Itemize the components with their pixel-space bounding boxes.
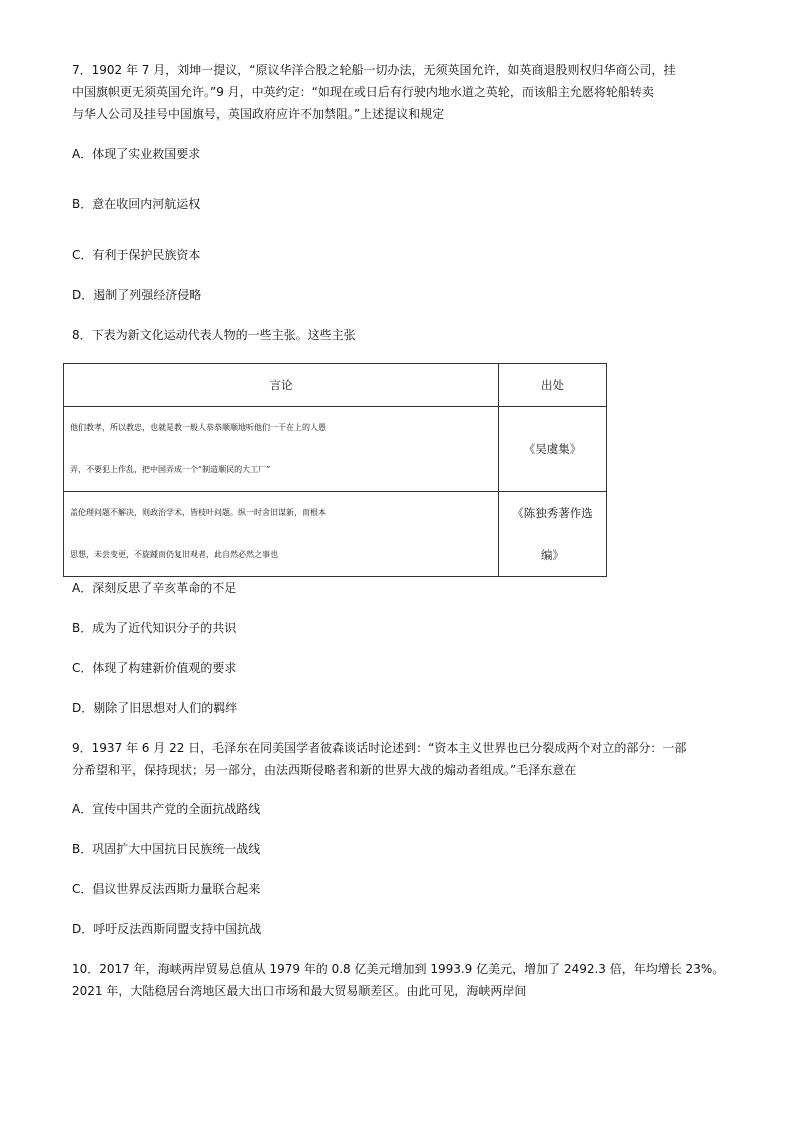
source-cell xyxy=(499,492,607,577)
source-line: 《吴虞集》 xyxy=(523,442,582,456)
q9-option-a: A．宣传中国共产党的全面抗战路线 xyxy=(72,802,261,816)
q7-option-c: C．有利于保护民族资本 xyxy=(72,248,201,262)
q9-option-d: D．呼吁反法西斯同盟支持中国抗战 xyxy=(72,922,262,936)
speech-line: 思想，未尝变更，不旋踵而仍复旧观者，此自然必然之事也 xyxy=(70,550,278,559)
q9-stem-line-1: 9．1937 年 6 月 22 日，毛泽东在同美国学者彼森谈话时论述到：“资本主义世界也已分裂成两个对立的部分：一部 xyxy=(72,741,687,755)
speech-line: 他们教孝，所以教忠，也就是教一般人恭恭顺顺地听他们一干在上的人愚 xyxy=(70,423,326,432)
q7-option-a: A．体现了实业救国要求 xyxy=(72,147,201,161)
q9-option-c: C．倡议世界反法西斯力量联合起来 xyxy=(72,882,261,896)
q9-stem-line-2: 分希望和平，保持现状；另一部分，由法西斯侵略者和新的世界大战的煽动者组成。”毛泽东意在 xyxy=(72,763,577,777)
q8-option-a: A．深刻反思了辛亥革命的不足 xyxy=(72,581,237,595)
speech-cell xyxy=(64,492,499,577)
q7-stem-line-3: 与华人公司及挂号中国旗号，英国政府应许不加禁阻。”上述提议和规定 xyxy=(72,107,445,121)
table-row xyxy=(64,492,607,577)
table-row xyxy=(64,407,607,492)
table-header-row xyxy=(64,364,607,407)
source-line: 《陈独秀著作选 xyxy=(512,506,593,520)
q8-option-d: D．剔除了旧思想对人们的羁绊 xyxy=(72,701,238,715)
speech-line: 弄，不要犯上作乱，把中国弄成一个“制造顺民的大工厂” xyxy=(70,465,271,474)
source-cell xyxy=(499,407,607,492)
header-speech: 言论 xyxy=(64,364,499,407)
q7-stem-line-2: 中国旗帜更无须英国允许。”9 月，中英约定：“如现在或日后有行驶内地水道之英轮，而该船主允愿将轮船转卖 xyxy=(72,85,654,99)
q9-option-b: B．巩固扩大中国抗日民族统一战线 xyxy=(72,842,261,856)
speech-line: 盖伦理问题不解决，则政治学术，皆枝叶问题。纵一时舍旧谋新，而根本 xyxy=(70,508,326,517)
header-source: 出处 xyxy=(499,364,607,407)
source-line: 编》 xyxy=(541,548,564,562)
q7-option-b: B．意在收回内河航运权 xyxy=(72,197,201,211)
q7-option-d: D．遏制了列强经济侵略 xyxy=(72,288,202,302)
q10-stem-line-2: 2021 年，大陆稳居台湾地区最大出口市场和最大贸易顺差区。由此可见，海峡两岸间 xyxy=(72,984,527,998)
q8-option-b: B．成为了近代知识分子的共识 xyxy=(72,621,237,635)
q8-stem: 8．下表为新文化运动代表人物的一些主张。这些主张 xyxy=(72,328,356,342)
q8-option-c: C．体现了构建新价值观的要求 xyxy=(72,661,237,675)
speech-cell xyxy=(64,407,499,492)
q7-stem-line-1: 7．1902 年 7 月，刘坤一提议，“原议华洋合股之轮船一切办法，无须英国允许，如英商退股则权归华商公司，挂 xyxy=(72,63,676,77)
quotes-table xyxy=(63,363,607,577)
q10-stem-line-1: 10．2017 年，海峡两岸贸易总值从 1979 年的 0.8 亿美元增加到 1993.9 亿美元，增加了 2492.3 倍，年均增长 23%。 xyxy=(72,962,725,976)
